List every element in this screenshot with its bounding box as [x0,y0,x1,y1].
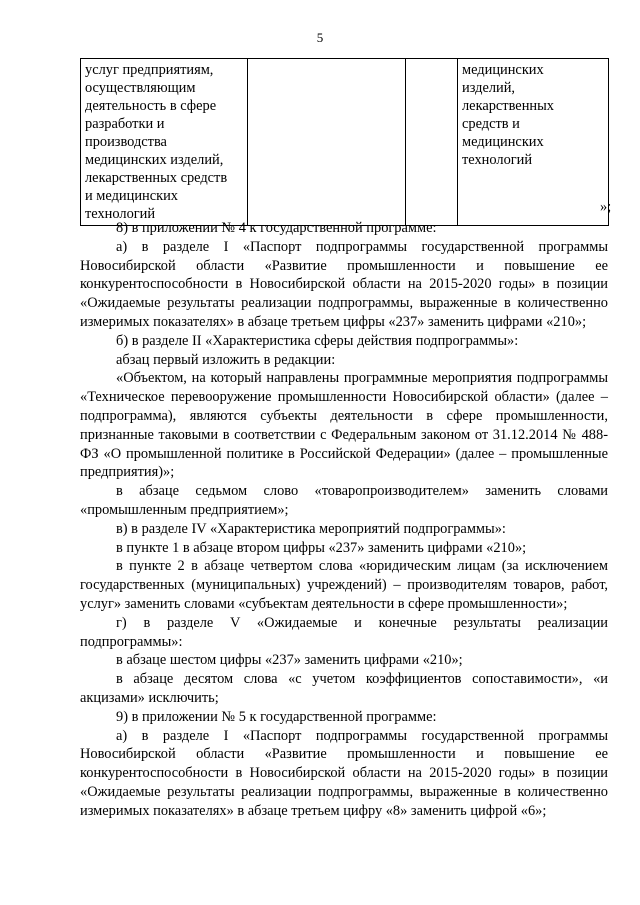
table-row [81,59,609,226]
cell-line: услуг предприятиям, [85,62,214,78]
cell-line: изделий, [462,80,516,96]
paragraph: абзац первый изложить в редакции: [116,351,336,368]
paragraph: в пункте 2 в абзаце четвертом слова «юридическим лицам (за исключением государственных (муниципальных) учреждений) – производителям товаров, работ, услуг» заменить словами «субъектам деятельности в сфере промышленности»; [80,558,608,612]
cell-line: лекарственных средств [85,170,228,186]
cell-line: технологий [85,206,156,222]
cell-line: медицинских [462,134,544,150]
paragraph: в) в разделе IV «Характеристика мероприятий подпрограммы»: [116,520,506,537]
cell-line: технологий [462,152,533,168]
cell-line: производства [85,134,167,150]
cell-line: разработки и [85,116,165,132]
table-cell-empty [248,59,406,226]
paragraph: г) в разделе V «Ожидаемые и конечные результаты реализации подпрограммы»: [80,614,608,650]
table-closing-quote: »; [600,199,612,215]
paragraph: б) в разделе II «Характеристика сферы действия подпрограммы»: [116,332,519,349]
paragraph: а) в разделе I «Паспорт подпрограммы государственной программы Новосибирской области «Развитие промышленности и повышение ее конкурентоспособности в Новосибирской области на 2015-2020 годы» в позиции «Ожидаемые результаты реализации подпрограммы, выраженные в количественно измеримых показателях» в абзаце третьем цифру «8» заменить цифрой «6»; [80,727,608,819]
document-body [80,219,608,821]
page-number: 5 [316,30,324,45]
paragraph: 8) в приложении № 4 к государственной программе: [116,220,437,236]
table-cell-service [81,59,248,226]
cell-line: средств и [462,116,520,132]
cell-line: медицинских изделий, [85,152,224,168]
paragraph: 9) в приложении № 5 к государственной программе: [116,708,437,725]
paragraph: «Объектом, на который направлены программные мероприятия подпрограммы «Техническое перевооружение промышленности Новосибирской области» (далее – подпрограмма), являются субъекты деятельности в сфере промышленности, признанные таковыми в соответствии с Федеральным законом от 31.12.2014 № 488-ФЗ «О промышленной политике в Российской Федерации» (далее – промышленные предприятия)»; [80,370,608,481]
cell-line: деятельность в сфере [85,98,217,114]
cell-line: и медицинских [85,188,179,204]
cell-line: медицинских [462,62,544,78]
table-cell-empty [406,59,458,226]
paragraph: в абзаце десятом слова «с учетом коэффициентов сопоставимости», «и акцизами» исключить; [80,671,608,706]
table-cell-indicator [458,59,612,226]
continuation-table [80,58,612,226]
cell-line: осуществляющим [85,80,196,96]
cell-line: лекарственных [462,98,554,114]
paragraph: в абзаце седьмом слово «товаропроизводителем» заменить словами «промышленным предприятием»; [80,483,608,518]
paragraph: в абзаце шестом цифры «237» заменить цифрами «210»; [116,652,463,669]
paragraph: в пункте 1 в абзаце втором цифры «237» заменить цифрами «210»; [116,539,527,556]
paragraph: а) в разделе I «Паспорт подпрограммы государственной программы Новосибирской области «Развитие промышленности и повышение ее конкурентоспособности в Новосибирской области на 2015-2020 годы» в позиции «Ожидаемые результаты реализации подпрограммы, выраженные в количественно измеримых показателях» в абзаце третьем цифры «237» заменить цифрами «210»; [80,238,608,330]
